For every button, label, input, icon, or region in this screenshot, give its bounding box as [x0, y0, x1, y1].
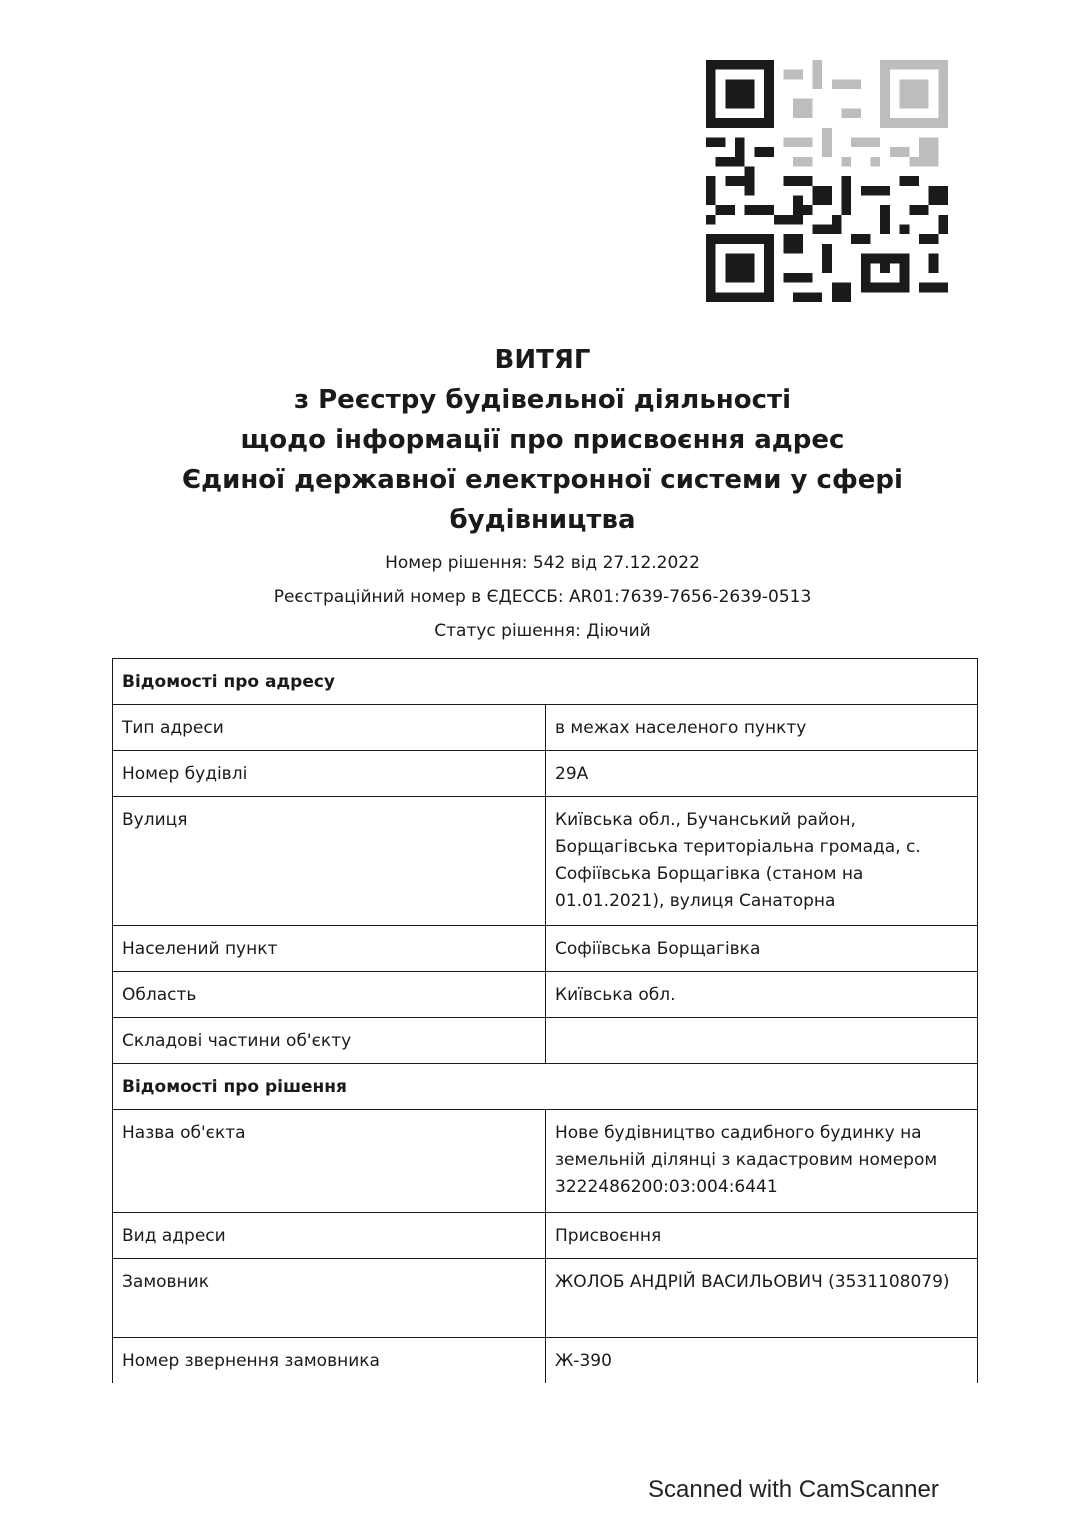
row-value: Київська обл., Бучанський район, Борщагівська територіальна громада, с. Софіївська Борщагівка (станом на 01.01.2021), вулиця Санаторна: [546, 797, 978, 926]
table-row: [113, 1338, 978, 1384]
qr-code-icon: [704, 60, 950, 302]
registration-number: Реєстраційний номер в ЄДЕССБ: AR01:7639-7656-2639-0513: [273, 587, 812, 607]
row-label: Область: [113, 972, 546, 1018]
document-header: [110, 340, 975, 648]
row-label: Тип адреси: [113, 705, 546, 751]
table-row: [113, 797, 978, 926]
row-value: в межах населеного пункту: [546, 705, 978, 751]
row-label: Вулиця: [113, 797, 546, 926]
decision-number: Номер рішення: 542 від 27.12.2022: [385, 553, 700, 573]
document-title-line: щодо інформації про присвоєння адрес: [240, 425, 845, 455]
row-label: Складові частини об'єкту: [113, 1018, 546, 1064]
table-row: [113, 751, 978, 797]
info-table: [112, 658, 978, 1383]
table-row: [113, 1110, 978, 1213]
section-header-row: [113, 1064, 978, 1110]
row-value: Ж-390: [546, 1338, 978, 1384]
row-value: ЖОЛОБ АНДРІЙ ВАСИЛЬОВИЧ (3531108079): [546, 1259, 978, 1338]
section-header-row: [113, 659, 978, 705]
table-row: [113, 705, 978, 751]
row-label: Номер звернення замовника: [113, 1338, 546, 1384]
row-value: Київська обл.: [546, 972, 978, 1018]
table-row: [113, 1018, 978, 1064]
table-row: [113, 926, 978, 972]
row-value: 29А: [546, 751, 978, 797]
row-label: Населений пункт: [113, 926, 546, 972]
document-title-line: Єдиної державної електронної системи у сфері: [182, 465, 903, 495]
table-row: [113, 972, 978, 1018]
row-value: Присвоєння: [546, 1213, 978, 1259]
row-label: Замовник: [113, 1259, 546, 1338]
document-title-line: будівництва: [449, 505, 636, 535]
row-value: Нове будівництво садибного будинку на земельній ділянці з кадастровим номером 3222486200:03:004:6441: [546, 1110, 978, 1213]
table-row: [113, 1259, 978, 1338]
row-label: Вид адреси: [113, 1213, 546, 1259]
document-title-line: ВИТЯГ: [494, 345, 591, 375]
row-label: Назва об'єкта: [113, 1110, 546, 1213]
scanner-watermark: Scanned with CamScanner: [648, 1476, 939, 1503]
document-title-line: з Реєстру будівельної діяльності: [293, 385, 792, 415]
row-value: Софіївська Борщагівка: [546, 926, 978, 972]
row-label: Номер будівлі: [113, 751, 546, 797]
table-row: [113, 1213, 978, 1259]
section-title-address: Відомості про адресу: [113, 659, 978, 705]
section-title-decision: Відомості про рішення: [113, 1064, 978, 1110]
decision-status: Статус рішення: Діючий: [434, 621, 651, 641]
row-value: [546, 1018, 978, 1064]
